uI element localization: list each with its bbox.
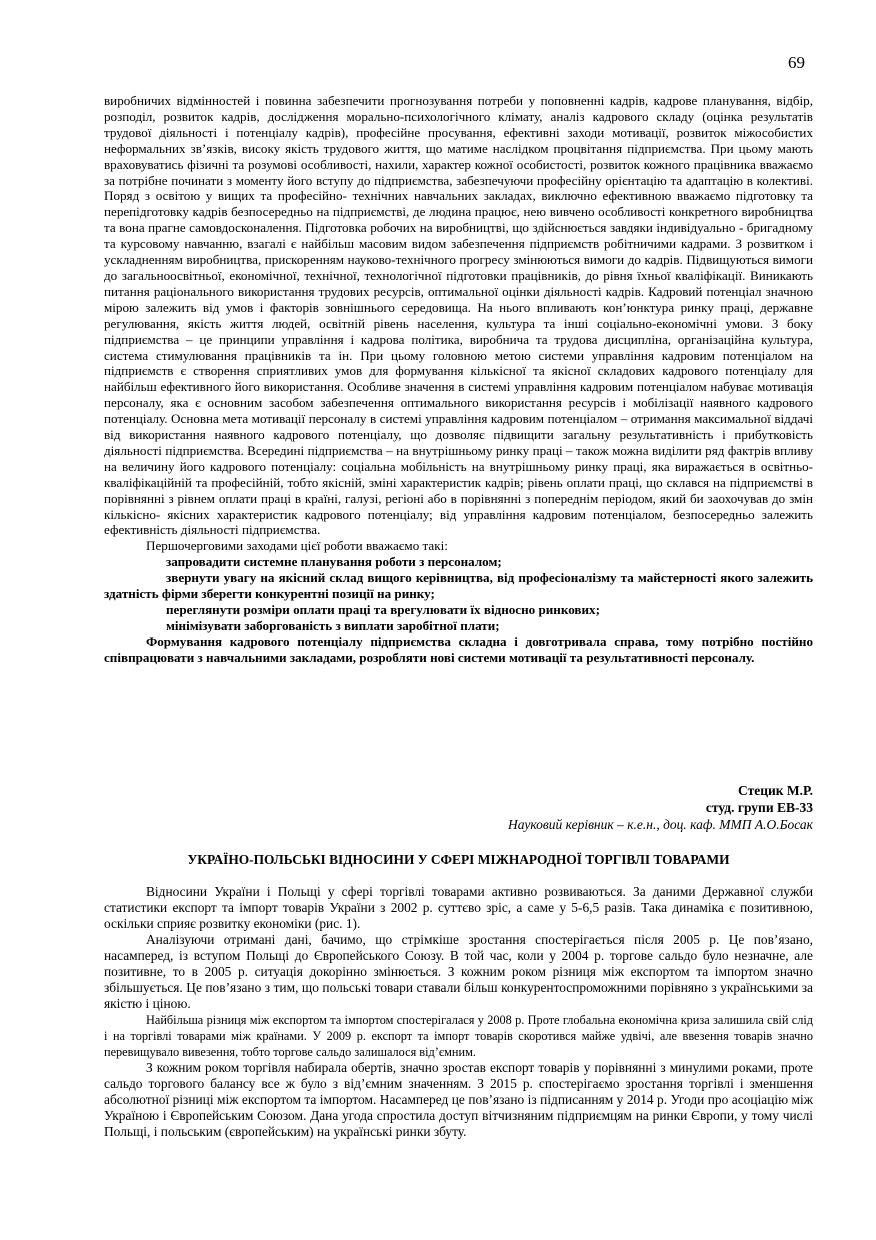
article-paragraph: Найбільша різниця між експортом та імпортом спостерігалася у 2008 р. Проте глобальна економічна криза залишила свій слід і на торгівлі товарами між країнами. У 2009 р. експорт та імпорт товарів скоротився майже удвічі, але ввезення товарів значно перевищувало вивезення, тобто торгове сальдо залишалося від’ємним. [104,1013,813,1059]
list-item: звернути увагу на якісний склад вищого керівництва, від професіоналізму та майстерності якого залежить здатність фірми зберегти конкурентні позиції на ринку; [104,570,813,602]
list-item: переглянути розміри оплати праці та врегулювати їх відносно ринкових; [166,602,600,617]
article-title: УКРАЇНО-ПОЛЬСЬКІ ВІДНОСИНИ У СФЕРІ МІЖНАРОДНОЇ ТОРГІВЛІ ТОВАРАМИ [187,852,730,867]
author-name: Стецик М.Р. [738,783,813,798]
conclusion-paragraph: Формування кадрового потенціалу підприємства складна і довготривала справа, тому потрібно постійно співпрацювати з навчальними закладами, розробляти нові системи мотивації та результативності персоналу. [104,633,813,665]
article-paragraph: Аналізуючи отримані дані, бачимо, що стрімкіше зростання спостерігається після 2005 р. Це пов’язано, насамперед, із вступом Польщі до Європейського Союзу. В той час, коли у 2004 р. торгове сальдо було незначне, але позитивне, то в 2005 р. ситуація докорінно змінюється. З кожним роком різниця між експортом та імпортом значно збільшується. Це пов’язано з тим, що польські товари ставали більш конкурентоспроможними порівняно з українськими за якістю і ціною. [104,932,813,1011]
section-1 [104,93,813,666]
article-paragraph: Відносини України і Польщі у сфері торгівлі товарами активно розвиваються. За даними Державної служби статистики експорт та імпорт товарів України з 2002 р. суттєво зріс, а саме у 5-6,5 разів. Така динаміка є позитивною, оскільки сприяє розвитку економіки (рис. 1). [104,884,813,931]
supervisor: Науковий керівник – к.е.н., доц. каф. ММП А.О.Босак [508,817,813,832]
author-block [104,782,813,833]
list-item: мінімізувати заборгованість з виплати заробітної плати; [166,617,500,633]
list-intro: Першочерговими заходами цієї роботи вважаємо такі: [146,538,448,554]
page-number: 69 [788,53,805,72]
main-paragraph: виробничих відмінностей і повинна забезпечити прогнозування потреби у поповненні кадрів, кадрове планування, відбір, розподіл, розвиток кадрів, дослідження морально-психологічного клімату, аналіз кадрового складу (оцінка результатів трудової діяльності і потенціалу кадрів), професійне просування, ефективні заходи мотивації, розвиток міжособистих неформальних зв’язків, високу якість трудового життя, що матиме наслідком процвітання підприємства. При цьому мають враховуватись фізичні та розумові особливості, нахили, характер кожної особистості, розвиток кожного працівника вважаємо за потрібне починати з моменту його вступу до підприємства, забезпечуючи професійну орієнтацію та адаптацію в колективі. Поряд з освітою у вищих та професійно- технічних навчальних закладах, виключно ефективною вважаємо підготовку та перепідготовку кадрів безпосередньо на підприємстві, де людина працює, нею вивчено особливості конкретного виробництва та вона прагне самовдосконалення. Підготовка робочих на виробництві, що здійснюється завдяки індивідуально - бригадному та курсовому навчанню, взагалі є найбільш масовим видом забезпечення підприємств робітничими кадрами. З розвитком і ускладненням виробництва, прискоренням науково-технічного прогресу змінюються вимоги до кадрів. Підвищуються вимоги до загальноосвітньої, економічної, технічної, технологічної підготовки працівників, до рівня їхньої кваліфікації. Виникають питання раціонального використання трудових ресурсів, оптимальної оцінки діяльності кадрів. Кадровий потенціал значною мірою залежить від умов і факторів зовнішнього середовища. На нього впливають кон’юнктура ринку праці, державне регулювання, якість життя людей, освітній рівень населення, культура та інші соціально-економічні умови. З боку підприємства – це принципи управління і кадрова політика, виробнича та трудова дисципліна, організаційна культура, система стимулювання працівників та ін. При цьому головною метою системи управління кадровим потенціалом на підприємств є створення сприятливих умов для формування кількісної та якісної складових кадрового потенціалу для найбільш ефективного його використання. Особливе значення в системі управління кадровим потенціалом набуває мотивація персоналу, яка є основним засобом забезпечення оптимального використання ресурсів і мобілізації наявного кадрового потенціалу. Основна мета мотивації персоналу в системі управління кадровим потенціалом – отримання максимальної віддачі від використання наявного кадрового потенціалу, що дозволяє підвищити загальну результативність і прибутковість діяльності підприємства. Всередині підприємства – на внутрішньому ринку праці – також можна виділити ряд фактрів впливу на величину його кадрового потенціалу: соціальна мобільність на внутрішньому ринку праці, яка виражається в освітньо-кваліфікаційній та професійній, тобто якісній, зміні характеристик кадрів; рівень оплати праці, що склався на підприємстві в порівнянні з рівнем оплати праці в країні, галузі, регіоні або в порівнянні з попереднім періодом, який би заохочував до змін кількісно- якісних характеристик кадрового потенціалу; від управління кадровим потенціалом, безпосередньо залежить ефективність діяльності підприємства. [104,93,813,538]
author-group: студ. групи ЕВ-33 [705,800,813,815]
list-item: запровадити системне планування роботи з персоналом; [166,554,502,570]
article-body [104,884,813,1140]
article-paragraph: З кожним роком торгівля набирала обертів, значно зростав експорт товарів у порівнянні з минулими роками, проте сальдо торгового балансу все ж було з від’ємним значенням. З 2015 р. спостерігаємо зростання торгівлі і зменшення абсолютної різниці між експортом та імпортом. Насамперед це пов’язано із підписанням у 2014 р. Угоди про асоціацію між Україною і Європейським Союзом. Дана угода спростила доступ вітчизняним підприємцям на ринки Європи, у тому числі Польщі, і польським (європейським) на українські ринки збуту. [104,1060,813,1139]
